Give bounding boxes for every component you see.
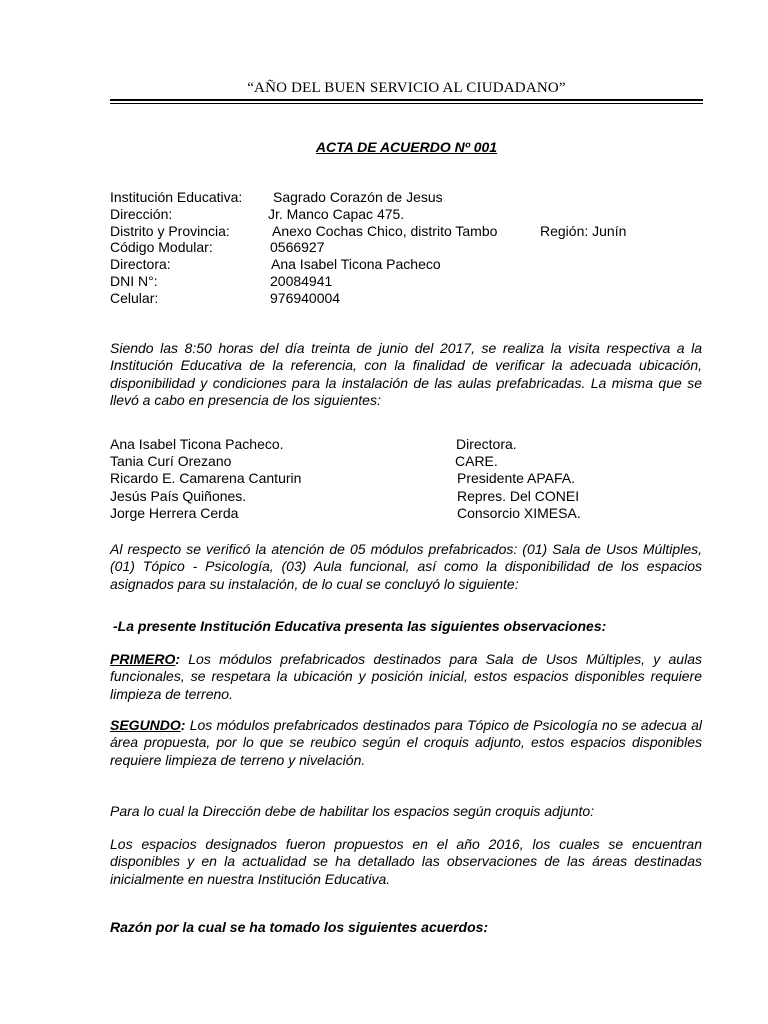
- directora-label: Directora:: [110, 256, 171, 273]
- primero-colon: :: [175, 651, 181, 667]
- attendee-role: Presidente APAFA.: [457, 470, 576, 487]
- document-header-title: “AÑO DEL BUEN SERVICIO AL CIUDADANO”: [247, 80, 566, 96]
- institucion-label: Institución Educativa:: [110, 189, 243, 205]
- segundo-paragraph: [110, 717, 702, 769]
- attendee-name: Jesús País Quiñones.: [110, 487, 247, 504]
- observations-heading: -La presente Institución Educativa presenta las siguientes observaciones:: [113, 618, 607, 634]
- primero-text: Los módulos prefabricados destinados para Sala de Usos Múltiples, y aulas funcionales, se respetara la ubicación y posición inicial, estos espacios disponibles requiere limpieza de terreno.: [110, 651, 702, 702]
- agreements-heading: Razón por la cual se ha tomado los siguientes acuerdos:: [110, 919, 489, 935]
- header-rule-thin: [110, 103, 703, 104]
- celular-label: Celular:: [110, 289, 159, 306]
- attendee-name: Ana Isabel Ticona Pacheco.: [110, 436, 284, 452]
- verification-paragraph: Al respecto se verificó la atención de 05 módulos prefabricados: (01) Sala de Usos Múltiples, (01) Tópico - Psicología, (03) Aula funcional, así como la disponibilidad de los espacios asignados para su instalación, de lo cual se concluyó lo siguiente:: [110, 541, 702, 592]
- acta-title: ACTA DE ACUERDO Nº 001: [315, 139, 498, 155]
- attendee-role: Directora.: [456, 436, 517, 452]
- direccion-paragraph: Para lo cual la Dirección debe de habilitar los espacios según croquis adjunto:: [110, 803, 595, 819]
- primero-paragraph: [110, 651, 702, 703]
- codigo-value: 0566927: [270, 239, 325, 256]
- espacios-paragraph: Los espacios designados fueron propuestos en el año 2016, los cuales se encuentran disponibles y en la actualidad se ha detallado las observaciones de las áreas destinadas inicialmente en nuestra Institución Educativa.: [110, 836, 702, 887]
- segundo-text: Los módulos prefabricados destinados para Tópico de Psicología no se adecua al área propuesta, por lo que se reubico según el croquis adjunto, estos espacios disponibles requiere limpieza de terreno y nivelación.: [110, 717, 702, 768]
- primero-lead: PRIMERO: [110, 651, 176, 667]
- distrito-value: Anexo Cochas Chico, distrito Tambo: [272, 222, 498, 239]
- attendee-name: Jorge Herrera Cerda: [110, 504, 239, 521]
- segundo-lead: SEGUNDO: [110, 717, 181, 733]
- intro-paragraph: Siendo las 8:50 horas del día treinta de junio del 2017, se realiza la visita respectiva a la Institución Educativa de la referencia, con la finalidad de verificar la adecuada ubicación, disponibilidad y condiciones para la instalación de las aulas prefabricadas. La misma que se llevó a cabo en presencia de los siguientes:: [110, 340, 702, 409]
- attendee-role: CARE.: [455, 453, 498, 470]
- attendee-name: Tania Curí Orezano: [110, 453, 232, 470]
- directora-value: Ana Isabel Ticona Pacheco: [271, 256, 441, 273]
- dni-value: 20084941: [270, 272, 333, 289]
- segundo-colon: :: [180, 717, 186, 733]
- direccion-label: Dirección:: [110, 205, 173, 222]
- dni-label: DNI N°:: [110, 272, 158, 289]
- institucion-value: Sagrado Corazón de Jesus: [273, 189, 443, 205]
- codigo-label: Código Modular:: [110, 239, 213, 256]
- distrito-label: Distrito y Provincia:: [110, 222, 230, 239]
- attendee-role: Repres. Del CONEI: [457, 487, 580, 504]
- direccion-value: Jr. Manco Capac 475.: [268, 205, 405, 222]
- header-rule-thick: [110, 99, 703, 101]
- attendee-name: Ricardo E. Camarena Canturin: [110, 470, 302, 487]
- region-value: Región: Junín: [540, 222, 627, 239]
- attendee-role: Consorcio XIMESA.: [457, 504, 581, 521]
- celular-value: 976940004: [270, 289, 341, 306]
